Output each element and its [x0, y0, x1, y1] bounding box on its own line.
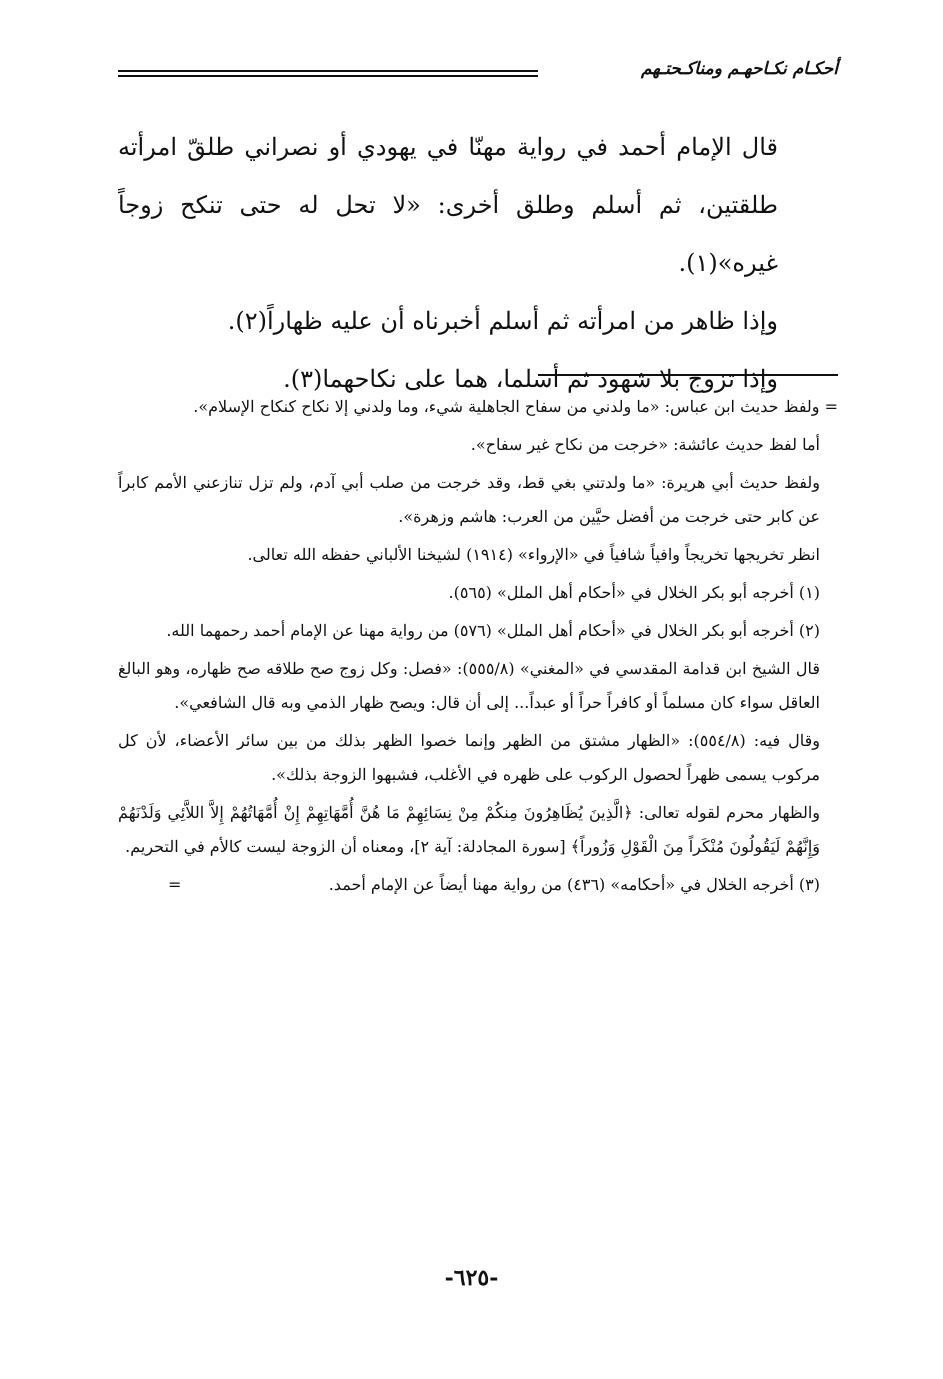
footnote-aisha: أما لفظ حديث عائشة: «خرجت من نكاح غير سفاح». — [470, 435, 820, 454]
footnotes — [118, 390, 838, 906]
main-text — [118, 118, 838, 408]
running-header — [118, 59, 838, 88]
page-number: -٦٢٥- — [444, 1265, 499, 1291]
footnote-separator — [538, 374, 838, 376]
main-paragraph-3: وإذا تزوج بلا شهود ثم أسلما، هما على نكاحهما(٣). — [283, 365, 778, 393]
main-paragraph-2: وإذا ظاهر من امرأته ثم أسلم أخبرناه أن عليه ظهاراً(٢). — [227, 307, 778, 335]
footnote-ibn-qudama: قال الشيخ ابن قدامة المقدسي في «المغني» (٥٥٥/٨): «فصل: وكل زوج صح طلاقه صح ظهاره، وهو البالغ العاقل سواء كان مسلماً أو كافراً حراً أو عبداً... إلى أن قال: ويصح ظهار الذمي وبه قال الشافعي». — [118, 659, 821, 712]
footnote-irwa-reference: انظر تخريجها تخريجاً وافياً شافياً في «الإرواء» (١٩١٤) لشيخنا الألباني حفظه الله تعالى. — [247, 545, 820, 564]
header-title: أحكـام نكـاحهـم ومناكـحتـهم — [641, 59, 838, 79]
footnote-1: (١) أخرجه أبو بكر الخلال في «أحكام أهل الملل» (٥٦٥). — [448, 583, 820, 602]
footnote-2: (٢) أخرجه أبو بكر الخلال في «أحكام أهل الملل» (٥٧٦) من رواية مهنا عن الإمام أحمد رحمهما الله. — [166, 621, 820, 640]
header-double-rule — [118, 70, 538, 77]
footnote-zihar-definition: وقال فيه: (٥٥٤/٨): «الظهار مشتق من الظهر وإنما خصوا الظهر بذلك من بين سائر الأعضاء، لأن كل مركوب يسمى ظهراً لحصول الركوب على ظهره في الأغلب، فشبهوا الزوجة بذلك». — [118, 731, 821, 784]
footnote-3-row — [118, 868, 838, 902]
footnote-3: (٣) أخرجه الخلال في «أحكامه» (٤٣٦) من رواية مهنا أيضاً عن الإمام أحمد. — [328, 875, 820, 894]
main-paragraph-1: قال الإمام أحمد في رواية مهنّا في يهودي أو نصراني طلقّ امرأته طلقتين، ثم أسلم وطلق أخرى: «لا تحل له حتى تنكح زوجاً غيره»(١). — [118, 133, 778, 277]
footnote-continuation-mark: = — [168, 875, 182, 894]
footnote-zihar-verse: والظهار محرم لقوله تعالى: ﴿الَّذِينَ يُظَاهِرُونَ مِنكُمْ مِنْ نِسَائِهِمْ مَا هُنَّ أُمَّهَاتِهِمْ إِنْ أُمَّهَاتُهُمْ إِلاَّ اللاَّئِي وَلَدْنَهُمْ وَإِنَّهُمْ لَيَقُولُونَ مُنْكَراً مِنَ الْقَوْلِ وَزُوراً﴾ [سورة المجادلة: آية ٢]، ومعناه أن الزوجة ليست كالأم في التحريم. — [118, 803, 820, 856]
footnote-continued-ibn-abbas: = ولفظ حديث ابن عباس: «ما ولدني من سفاح الجاهلية شيء، وما ولدني إلا نكاح كنكاح الإسلام». — [193, 397, 838, 416]
footnote-abu-hurayra: ولفظ حديث أبي هريرة: «ما ولدتني بغي قط، وقد خرجت من صلب أبي آدم، ولم تزل تنازعني الأمم كابراً عن كابر حتى خرجت من أفضل حيَّين من العرب: هاشم وزهرة». — [118, 473, 820, 526]
